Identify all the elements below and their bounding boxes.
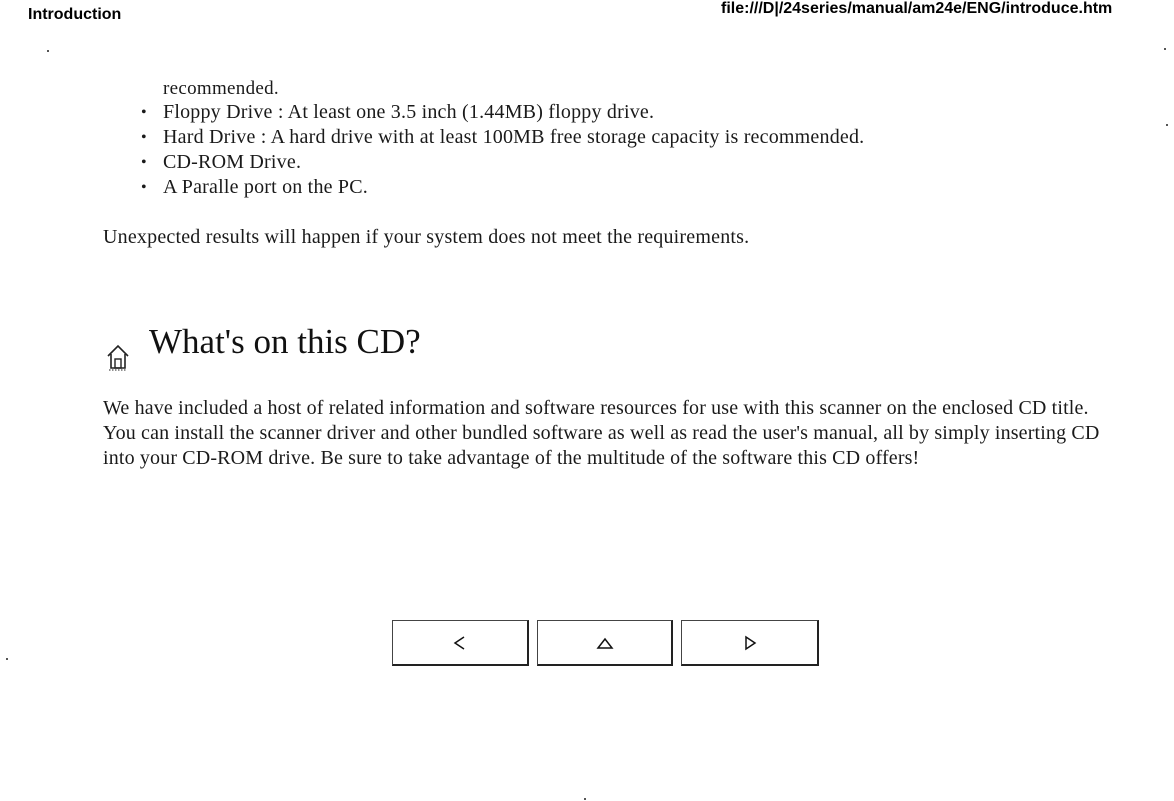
list-item — [141, 150, 864, 175]
triangle-up-icon — [596, 636, 614, 650]
triangle-right-icon — [742, 635, 758, 651]
list-item-text: A Paralle port on the PC. — [163, 176, 368, 198]
list-item — [141, 125, 864, 150]
previous-page-button[interactable] — [392, 620, 529, 666]
cd-description: We have included a host of related information and software resources for use with this scanner on the enclosed CD title. You can install the scanner driver and other bundled software as well as read the user's manual, all by simply inserting CD into your CD-ROM drive. Be sure to take advantage of the multitude of the software this CD offers! — [103, 397, 1100, 469]
requirements-list — [141, 100, 864, 200]
up-page-button[interactable] — [537, 620, 673, 666]
continued-text: recommended. — [163, 78, 279, 99]
list-item — [141, 100, 864, 125]
file-url: file:///D|/24series/manual/am24e/ENG/introduce.htm — [721, 0, 1113, 17]
triangle-left-icon — [452, 635, 468, 651]
list-item-text: Hard Drive : A hard drive with at least 100MB free storage capacity is recommended. — [163, 126, 865, 148]
bullet-icon: • — [141, 104, 147, 121]
scan-speck — [47, 50, 49, 52]
list-item — [141, 175, 864, 200]
list-item-text: Floppy Drive : At least one 3.5 inch (1.44MB) floppy drive. — [163, 101, 655, 123]
bullet-icon: • — [141, 154, 147, 171]
bullet-icon: • — [141, 129, 147, 146]
bullet-icon: • — [141, 179, 147, 196]
list-item-text: CD-ROM Drive. — [163, 151, 302, 173]
requirements-warning: Unexpected results will happen if your system does not meet the requirements. — [103, 226, 750, 248]
home-icon[interactable] — [106, 343, 130, 371]
scan-speck — [1164, 48, 1166, 50]
section-heading: What's on this CD? — [149, 322, 421, 361]
page-title: Introduction — [28, 6, 122, 23]
next-page-button[interactable] — [681, 620, 819, 666]
scan-speck — [6, 658, 8, 660]
scan-speck — [1166, 124, 1168, 126]
scan-speck — [584, 798, 586, 800]
